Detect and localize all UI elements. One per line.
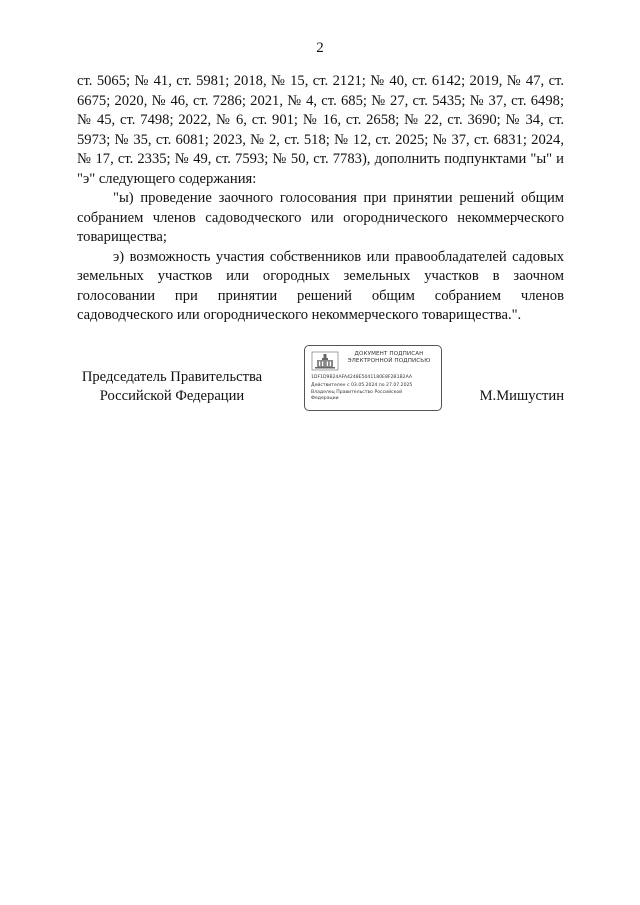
signer-title-line2: Российской Федерации bbox=[99, 388, 245, 404]
stamp-header bbox=[341, 351, 437, 365]
document-body bbox=[77, 72, 564, 326]
paragraph-subitem-e: э) возможность участия собственников или правообладателей садовых земельных участков или огородных земельных участков в заочном голосовании при принятии решений общим собранием членов садоводческого или огороднического некоммерческого товарищества.". bbox=[77, 248, 564, 323]
stamp-owner-line1: Владелец Правительство Российской bbox=[311, 390, 403, 395]
stamp-owner-line2: Федерации bbox=[311, 396, 339, 401]
signer-title-line1: Председатель Правительства bbox=[81, 369, 263, 385]
stamp-header-line1: ДОКУМЕНТ ПОДПИСАН bbox=[354, 351, 424, 357]
page-number: 2 bbox=[316, 40, 324, 56]
signature-block bbox=[77, 345, 564, 425]
stamp-header-line2: ЭЛЕКТРОННОЙ ПОДПИСЬЮ bbox=[347, 358, 431, 364]
paragraph-citations: ст. 5065; № 41, ст. 5981; 2018, № 15, ст. 2121; № 40, ст. 6142; 2019, № 47, ст. 6675; 2020, № 46, ст. 7286; 2021, № 4, ст. 685; № 27, ст. 5435; № 37, ст. 6498; № 45, ст. 7498; 2022, № 6, ст. 901; № 16, ст. 2658; № 22, ст. 3690; № 34, ст. 5973; № 35, ст. 6081; 2023, № 2, ст. 518; № 12, ст. 2025; № 37, ст. 6831; 2024, № 17, ст. 2335; № 49, ст. 7593; № 50, ст. 7783), дополнить подпунктами "ы" и "э" следующего содержания: bbox=[77, 73, 564, 187]
emblem-icon bbox=[311, 351, 339, 371]
stamp-certificate: 1DF1D9B24AFA4248E5041180E8F2B1B2AA bbox=[311, 375, 412, 380]
signer-name: М.Мишустин bbox=[479, 388, 564, 404]
stamp-validity: Действителен с 03.05.2024 по 27.07.2025 bbox=[311, 383, 413, 388]
paragraph-subitem-y: "ы) проведение заочного голосования при принятии решений общим собранием членов садоводческого или огороднического некоммерческого товарищества; bbox=[77, 190, 564, 245]
electronic-signature-stamp bbox=[304, 345, 442, 411]
signer-title bbox=[77, 368, 267, 406]
